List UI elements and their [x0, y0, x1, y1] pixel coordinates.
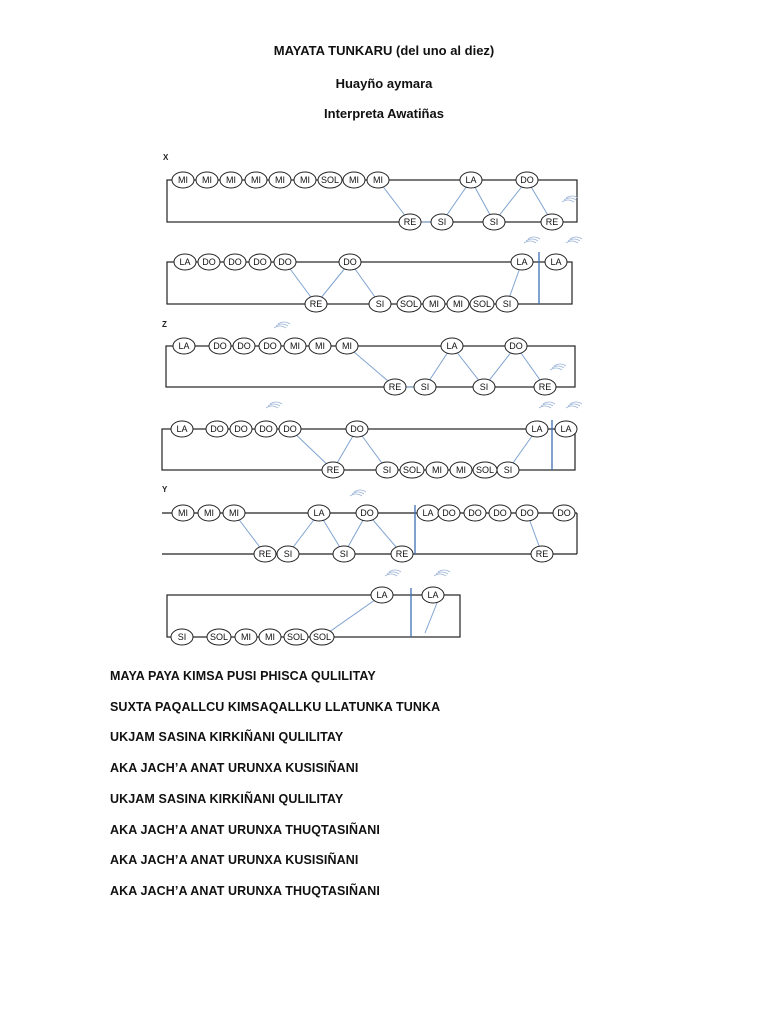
- note-label: DO: [278, 257, 292, 267]
- note-label: DO: [259, 424, 273, 434]
- note-label: RE: [388, 382, 402, 392]
- sound-wave-icon: [276, 324, 288, 326]
- note-label: DO: [493, 508, 507, 518]
- connector-line: [425, 603, 437, 633]
- lyric-line: UKJAM SASINA KIRKIÑANI QULILITAY: [110, 792, 344, 806]
- sound-wave-icon: [568, 404, 580, 406]
- note-label: RE: [326, 465, 340, 475]
- note-label: MI: [251, 175, 261, 185]
- note-label: DO: [253, 257, 267, 267]
- sound-wave-icon: [354, 490, 366, 492]
- note-label: RE: [403, 217, 417, 227]
- note-label: DO: [263, 341, 277, 351]
- note-label: MI: [300, 175, 310, 185]
- sound-wave-icon: [568, 239, 580, 241]
- note-label: MI: [226, 175, 236, 185]
- note-label: SOL: [399, 299, 419, 309]
- sound-wave-icon: [550, 368, 562, 370]
- note-label: LA: [427, 590, 439, 600]
- connector-line: [322, 595, 382, 637]
- note-label: DO: [283, 424, 297, 434]
- note-label: RE: [538, 382, 552, 392]
- sound-wave-icon: [274, 326, 286, 328]
- sound-wave-icon: [350, 494, 362, 496]
- note-label: LA: [560, 424, 572, 434]
- note-label: MI: [349, 175, 359, 185]
- sound-wave-icon: [270, 402, 282, 404]
- sound-wave-icon: [278, 322, 290, 324]
- note-label: SI: [420, 382, 430, 392]
- note-label: SOL: [472, 299, 492, 309]
- sound-wave-icon: [554, 364, 566, 366]
- note-label: LA: [531, 424, 543, 434]
- note-label: SI: [479, 382, 489, 392]
- note-label: MI: [178, 175, 188, 185]
- sound-wave-icon: [552, 366, 564, 368]
- sound-wave-icon: [526, 239, 538, 241]
- note-label: RE: [309, 299, 323, 309]
- note-label: LA: [179, 257, 191, 267]
- note-label: MI: [241, 632, 251, 642]
- lyric-line: MAYA PAYA KIMSA PUSI PHISCA QULILITAY: [110, 669, 376, 683]
- note-label: LA: [178, 341, 190, 351]
- note-label: DO: [234, 424, 248, 434]
- note-label: MI: [456, 465, 466, 475]
- note-label: MI: [432, 465, 442, 475]
- note-label: MI: [265, 632, 275, 642]
- sound-wave-icon: [543, 402, 555, 404]
- sound-wave-icon: [268, 404, 280, 406]
- note-label: DO: [210, 424, 224, 434]
- note-label: MI: [373, 175, 383, 185]
- lyric-line: AKA JACH’A ANAT URUNXA THUQTASIÑANI: [110, 823, 380, 837]
- section-label: Z: [162, 320, 167, 329]
- sound-wave-icon: [566, 196, 578, 198]
- note-label: SI: [489, 217, 499, 227]
- note-label: DO: [202, 257, 216, 267]
- sound-wave-icon: [387, 572, 399, 574]
- sound-wave-icon: [389, 570, 401, 572]
- lyric-line: AKA JACH’A ANAT URUNXA KUSISIÑANI: [110, 761, 359, 775]
- note-label: LA: [550, 257, 562, 267]
- sound-wave-icon: [436, 572, 448, 574]
- note-label: DO: [520, 175, 534, 185]
- note-label: SOL: [475, 465, 495, 475]
- note-label: DO: [228, 257, 242, 267]
- section-label: X: [163, 153, 169, 162]
- note-label: DO: [213, 341, 227, 351]
- sound-wave-icon: [385, 574, 397, 576]
- sound-wave-icon: [266, 406, 278, 408]
- sound-wave-icon: [564, 198, 576, 200]
- sound-wave-icon: [562, 200, 574, 202]
- note-label: MI: [429, 299, 439, 309]
- performer-line: Interpreta Awatiñas: [324, 106, 444, 121]
- note-label: DO: [468, 508, 482, 518]
- note-label: SOL: [286, 632, 306, 642]
- note-label: LA: [446, 341, 458, 351]
- note-label: MI: [453, 299, 463, 309]
- note-label: SOL: [320, 175, 340, 185]
- note-label: LA: [422, 508, 434, 518]
- note-label: DO: [237, 341, 251, 351]
- note-label: SOL: [312, 632, 332, 642]
- page-subtitle: Huayño aymara: [335, 76, 433, 91]
- lyric-line: AKA JACH’A ANAT URUNXA KUSISIÑANI: [110, 853, 359, 867]
- note-label: DO: [360, 508, 374, 518]
- sound-wave-icon: [438, 570, 450, 572]
- note-label: DO: [557, 508, 571, 518]
- sound-wave-icon: [541, 404, 553, 406]
- lyric-line: UKJAM SASINA KIRKIÑANI QULILITAY: [110, 730, 344, 744]
- note-label: DO: [350, 424, 364, 434]
- note-label: LA: [376, 590, 388, 600]
- note-label: DO: [343, 257, 357, 267]
- note-label: MI: [275, 175, 285, 185]
- sound-wave-icon: [352, 492, 364, 494]
- page-title: MAYATA TUNKARU (del uno al diez): [273, 43, 495, 58]
- note-label: RE: [258, 549, 272, 559]
- note-label: MI: [342, 341, 352, 351]
- sound-wave-icon: [566, 406, 578, 408]
- note-label: SI: [339, 549, 349, 559]
- sound-wave-icon: [570, 237, 582, 239]
- lyric-line: AKA JACH’A ANAT URUNXA THUQTASIÑANI: [110, 884, 380, 898]
- note-label: MI: [229, 508, 239, 518]
- note-label: LA: [516, 257, 528, 267]
- note-label: SI: [437, 217, 447, 227]
- note-label: DO: [509, 341, 523, 351]
- note-label: DO: [442, 508, 456, 518]
- note-label: SI: [283, 549, 293, 559]
- note-label: SI: [177, 632, 187, 642]
- note-label: RE: [395, 549, 409, 559]
- sound-wave-icon: [528, 237, 540, 239]
- note-label: SI: [382, 465, 392, 475]
- note-label: SI: [502, 299, 512, 309]
- note-label: MI: [315, 341, 325, 351]
- note-label: SI: [503, 465, 513, 475]
- note-label: RE: [535, 549, 549, 559]
- note-label: MI: [202, 175, 212, 185]
- note-label: SOL: [209, 632, 229, 642]
- sound-wave-icon: [539, 406, 551, 408]
- note-label: LA: [465, 175, 477, 185]
- note-label: SI: [375, 299, 385, 309]
- sound-wave-icon: [570, 402, 582, 404]
- note-label: MI: [204, 508, 214, 518]
- note-label: MI: [178, 508, 188, 518]
- sound-wave-icon: [434, 574, 446, 576]
- note-label: LA: [313, 508, 325, 518]
- lyric-line: SUXTA PAQALLCU KIMSAQALLKU LLATUNKA TUNKA: [110, 700, 441, 714]
- note-label: DO: [520, 508, 534, 518]
- note-label: MI: [290, 341, 300, 351]
- sound-wave-icon: [524, 241, 536, 243]
- note-label: RE: [545, 217, 559, 227]
- note-label: LA: [176, 424, 188, 434]
- section-label: Y: [162, 485, 168, 494]
- note-label: SOL: [402, 465, 422, 475]
- sound-wave-icon: [566, 241, 578, 243]
